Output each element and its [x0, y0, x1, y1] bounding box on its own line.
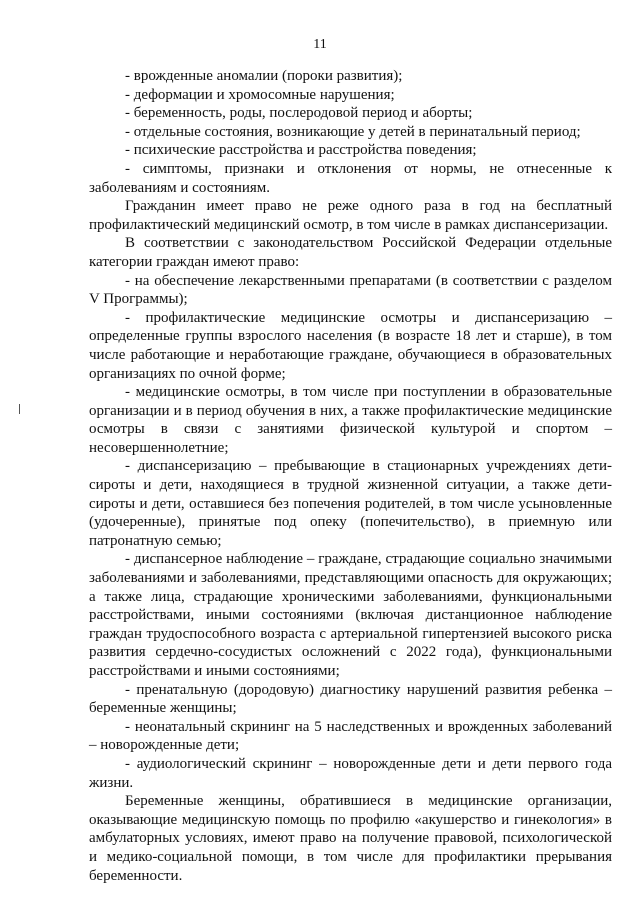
paragraph-17: Беременные женщины, обратившиеся в медицинские организации, оказывающие медицинскую помощь по профилю «акушерство и гинекология» в амбулаторных условиях, имеют право на получение правовой, психологической и медико-социальной помощи, в том числе для профилактики прерывания беременности.: [89, 793, 612, 884]
paragraph-8: В соответствии с законодательством Российской Федерации отдельные категории граждан имеют право:: [89, 235, 612, 270]
paragraph-4: - отдельные состояния, возникающие у детей в перинатальный период;: [125, 123, 581, 140]
margin-mark: [19, 404, 20, 414]
paragraph-1: - врожденные аномалии (пороки развития);: [125, 68, 403, 84]
paragraph-14: - пренатальную (дородовую) диагностику нарушений развития ребенка – беременные женщины;: [89, 681, 612, 717]
paragraph-7: Гражданин имеет право не реже одного раза в год на бесплатный профилактический медицинский осмотр, в том числе в рамках диспансеризации.: [89, 198, 612, 233]
paragraph-15: - неонатальный скрининг на 5 наследственных и врожденных заболеваний – новорожденные дети;: [89, 718, 612, 754]
paragraph-2: - деформации и хромосомные нарушения;: [125, 86, 395, 103]
paragraph-11: - медицинские осмотры, в том числе при поступлении в образовательные организации и в период обучения в них, а также профилактические медицинские осмотры в связи с занятиями физической культурой и спортом – несовершеннолетние;: [89, 384, 612, 456]
paragraph-16: - аудиологический скрининг – новорожденные дети и дети первого года жизни.: [89, 755, 612, 791]
paragraph-5: - психические расстройства и расстройства поведения;: [125, 142, 477, 159]
document-body: [89, 67, 612, 885]
paragraph-12: - диспансеризацию – пребывающие в стационарных учреждениях дети-сироты и дети, находящиеся в трудной жизненной ситуации, а также дети-сироты и дети, оставшиеся без попечения родителей, в том числе усыновленные (удочеренные), принятые под опеку (попечительство), в приемную или патронатную семью;: [89, 458, 612, 549]
paragraph-3: - беременность, роды, послеродовой период и аборты;: [125, 105, 473, 122]
paragraph-6: - симптомы, признаки и отклонения от нормы, не отнесенные к заболеваниям и состояниям.: [89, 160, 612, 196]
page-number: 11: [313, 37, 327, 52]
paragraph-9: - на обеспечение лекарственными препаратами (в соответствии с разделом V Программы);: [89, 272, 612, 308]
paragraph-10: - профилактические медицинские осмотры и диспансеризацию – определенные группы взрослого населения (в возрасте 18 лет и старше), в том числе работающие и неработающие граждане, обучающиеся в образовательных организациях по очной форме;: [89, 309, 612, 382]
paragraph-13: - диспансерное наблюдение – граждане, страдающие социально значимыми заболеваниями и заболеваниями, представляющими опасность для окружающих; а также лица, страдающие хроническими заболеваниями, функциональными расстройствами, иными состояниями (включая дистанционное наблюдение граждан трудоспособного возраста с артериальной гипертензией высокого риска развития сердечно-сосудистых осложнений с 2022 года), функциональными расстройствами и иными состояниями;: [89, 551, 612, 679]
